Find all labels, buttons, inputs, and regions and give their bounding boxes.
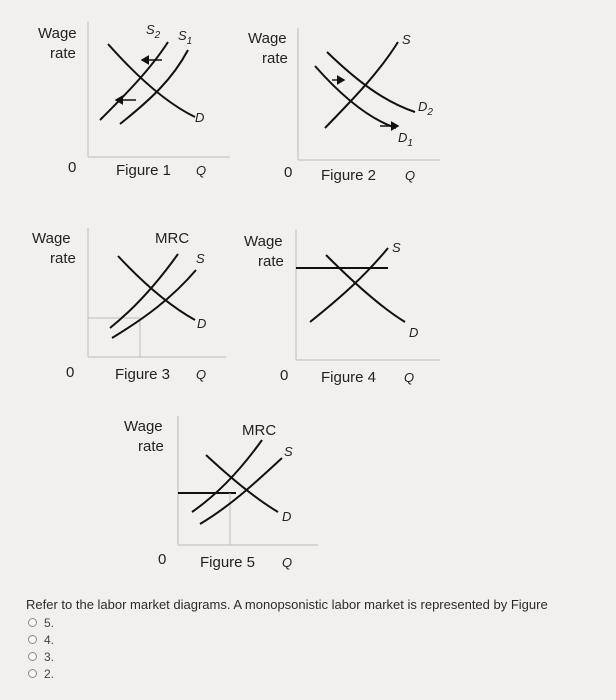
figure-2-supply-curve (325, 42, 398, 128)
figure-3-q-label: Q (196, 367, 207, 382)
figure-5-title: Figure 5 (200, 554, 256, 571)
figure-3-s-label: S (196, 251, 205, 266)
figure-1-s2-label: $S_2$ (146, 22, 161, 41)
figure-4-d-label: D (409, 325, 419, 340)
figure-5-mrc-curve (192, 440, 262, 512)
figure-4-y-label-2: rate (258, 253, 284, 270)
option-2[interactable] (28, 665, 54, 682)
figure-3-d-label: D (197, 316, 207, 331)
figure-3-y-label-1: Wage (32, 230, 71, 247)
option-5[interactable] (28, 614, 54, 631)
option-3[interactable] (28, 648, 54, 665)
figure-5 (124, 416, 318, 571)
figure-4-y-label-1: Wage (244, 233, 283, 250)
answer-options (28, 614, 54, 682)
figure-1-y-label-1: Wage (38, 25, 77, 42)
figure-3-y-label-2: rate (50, 250, 76, 267)
figure-4 (244, 230, 440, 386)
figure-5-q-label: Q (282, 555, 293, 570)
figure-2-y-label-2: rate (262, 50, 288, 67)
figure-2-title: Figure 2 (321, 167, 377, 184)
figure-3-supply-curve (112, 270, 196, 338)
figure-2-y-label-1: Wage (248, 30, 287, 47)
figure-4-q-label: Q (404, 370, 415, 385)
figure-4-s-label: S (392, 240, 401, 255)
option-4[interactable] (28, 631, 54, 648)
figure-1-title: Figure 1 (116, 162, 172, 179)
figure-3 (32, 228, 226, 383)
figure-2-s-label: S (402, 32, 411, 47)
figure-5-demand-curve (206, 455, 278, 512)
figure-4-supply-curve (310, 248, 388, 322)
option-label: 2. (44, 666, 55, 681)
option-label: 3. (44, 649, 55, 664)
figure-1-s1-label: $S_1$ (178, 28, 193, 47)
figure-4-demand-curve (326, 255, 405, 322)
figure-1-y-label-2: rate (50, 45, 76, 62)
figure-2 (248, 28, 440, 184)
radio-circle-icon[interactable] (28, 618, 37, 627)
figure-1 (38, 22, 230, 179)
figure-2-axes (298, 28, 440, 160)
figure-5-d-label: D (282, 509, 292, 524)
figure-1-q-label: Q (196, 163, 207, 178)
figure-2-d2-label: $D_2$ (418, 99, 433, 118)
radio-circle-icon[interactable] (28, 635, 37, 644)
figure-4-origin: 0 (280, 367, 289, 384)
radio-circle-icon[interactable] (28, 652, 37, 661)
figure-2-origin: 0 (284, 164, 293, 181)
figure-1-demand-curve (108, 44, 195, 117)
figure-1-origin: 0 (68, 159, 77, 176)
figure-2-q-label: Q (405, 168, 416, 183)
option-label: 5. (44, 615, 55, 630)
figure-1-d-label: D (195, 110, 205, 125)
figure-5-origin: 0 (158, 551, 167, 568)
figure-3-origin: 0 (66, 364, 75, 381)
figure-1-supply-s2-curve (100, 42, 168, 120)
figure-5-s-label: S (284, 444, 293, 459)
figure-5-mrc-label: MRC (242, 422, 277, 439)
figure-3-mrc-label: MRC (155, 230, 190, 247)
figure-5-y-label-2: rate (138, 438, 164, 455)
radio-circle-icon[interactable] (28, 669, 37, 678)
figure-5-y-label-1: Wage (124, 418, 163, 435)
figure-2-d1-label: $D_1$ (398, 130, 413, 149)
figure-2-demand-d2-curve (327, 52, 415, 112)
question-text: Refer to the labor market diagrams. A monopsonistic labor market is represented by Figure (26, 597, 548, 612)
figure-3-title: Figure 3 (115, 366, 171, 383)
figure-4-title: Figure 4 (321, 369, 377, 386)
option-label: 4. (44, 632, 55, 647)
